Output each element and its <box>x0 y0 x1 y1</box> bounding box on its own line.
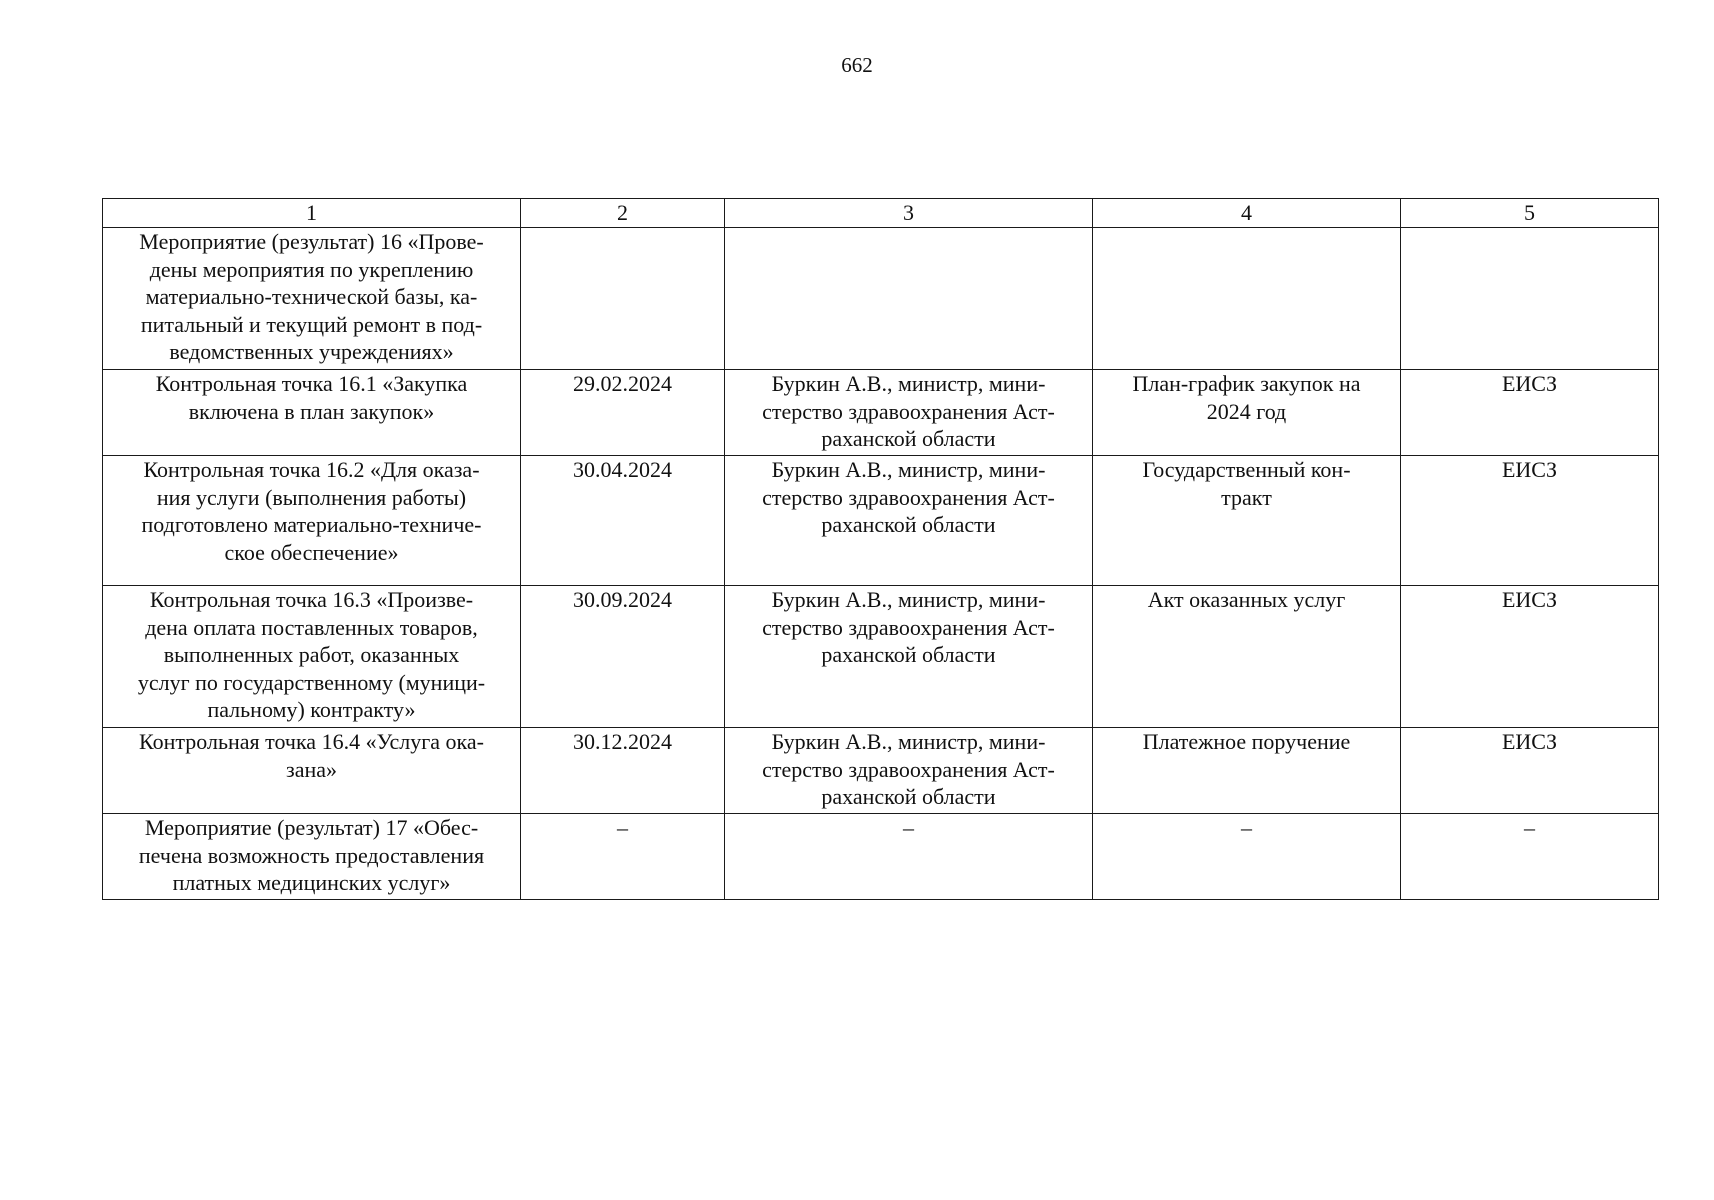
table-row <box>103 228 1659 370</box>
column-header-2: 2 <box>521 199 725 228</box>
information-system: ЕИСЗ <box>1401 456 1659 586</box>
deadline-date: 29.02.2024 <box>521 370 725 456</box>
information-system: – <box>1401 814 1659 900</box>
information-system: ЕИСЗ <box>1401 728 1659 814</box>
table-row <box>103 728 1659 814</box>
control-point-description: Контрольная точка 16.2 «Для оказа- ния услуги (выполнения работы) подготовлено материально-техниче- ское обеспечение» <box>103 456 521 586</box>
control-point-description: Контрольная точка 16.4 «Услуга ока- зана» <box>103 728 521 814</box>
column-header-1: 1 <box>103 199 521 228</box>
event-description: Мероприятие (результат) 17 «Обес- печена возможность предоставления платных медицинских услуг» <box>103 814 521 900</box>
responsible-person: Буркин А.В., министр, мини- стерство здравоохранения Аст- раханской области <box>725 456 1093 586</box>
responsible-person: – <box>725 814 1093 900</box>
table-row <box>103 586 1659 728</box>
information-system: ЕИСЗ <box>1401 370 1659 456</box>
document-type <box>1093 228 1401 370</box>
deadline-date: 30.09.2024 <box>521 586 725 728</box>
column-header-5: 5 <box>1401 199 1659 228</box>
responsible-person: Буркин А.В., министр, мини- стерство здравоохранения Аст- раханской области <box>725 370 1093 456</box>
document-type: Акт оказанных услуг <box>1093 586 1401 728</box>
document-type: Платежное поручение <box>1093 728 1401 814</box>
table-row <box>103 814 1659 900</box>
document-type: Государственный кон- тракт <box>1093 456 1401 586</box>
responsible-person <box>725 228 1093 370</box>
deadline-date: – <box>521 814 725 900</box>
information-system: ЕИСЗ <box>1401 586 1659 728</box>
control-point-description: Контрольная точка 16.1 «Закупка включена в план закупок» <box>103 370 521 456</box>
table-row <box>103 370 1659 456</box>
schedule-table <box>102 198 1659 900</box>
responsible-person: Буркин А.В., министр, мини- стерство здравоохранения Аст- раханской области <box>725 728 1093 814</box>
page-number: 662 <box>841 53 873 77</box>
column-header-4: 4 <box>1093 199 1401 228</box>
control-point-description: Контрольная точка 16.3 «Произве- дена оплата поставленных товаров, выполненных работ, оказанных услуг по государственному (муници- пальному) контракту» <box>103 586 521 728</box>
event-description: Мероприятие (результат) 16 «Прове- дены мероприятия по укреплению материально-технической базы, ка- питальный и текущий ремонт в под- ведомственных учреждениях» <box>103 228 521 370</box>
responsible-person: Буркин А.В., министр, мини- стерство здравоохранения Аст- раханской области <box>725 586 1093 728</box>
deadline-date: 30.04.2024 <box>521 456 725 586</box>
table-row <box>103 456 1659 586</box>
deadline-date: 30.12.2024 <box>521 728 725 814</box>
document-type: – <box>1093 814 1401 900</box>
document-type: План-график закупок на 2024 год <box>1093 370 1401 456</box>
table-header-row <box>103 199 1659 228</box>
deadline-date <box>521 228 725 370</box>
information-system <box>1401 228 1659 370</box>
column-header-3: 3 <box>725 199 1093 228</box>
